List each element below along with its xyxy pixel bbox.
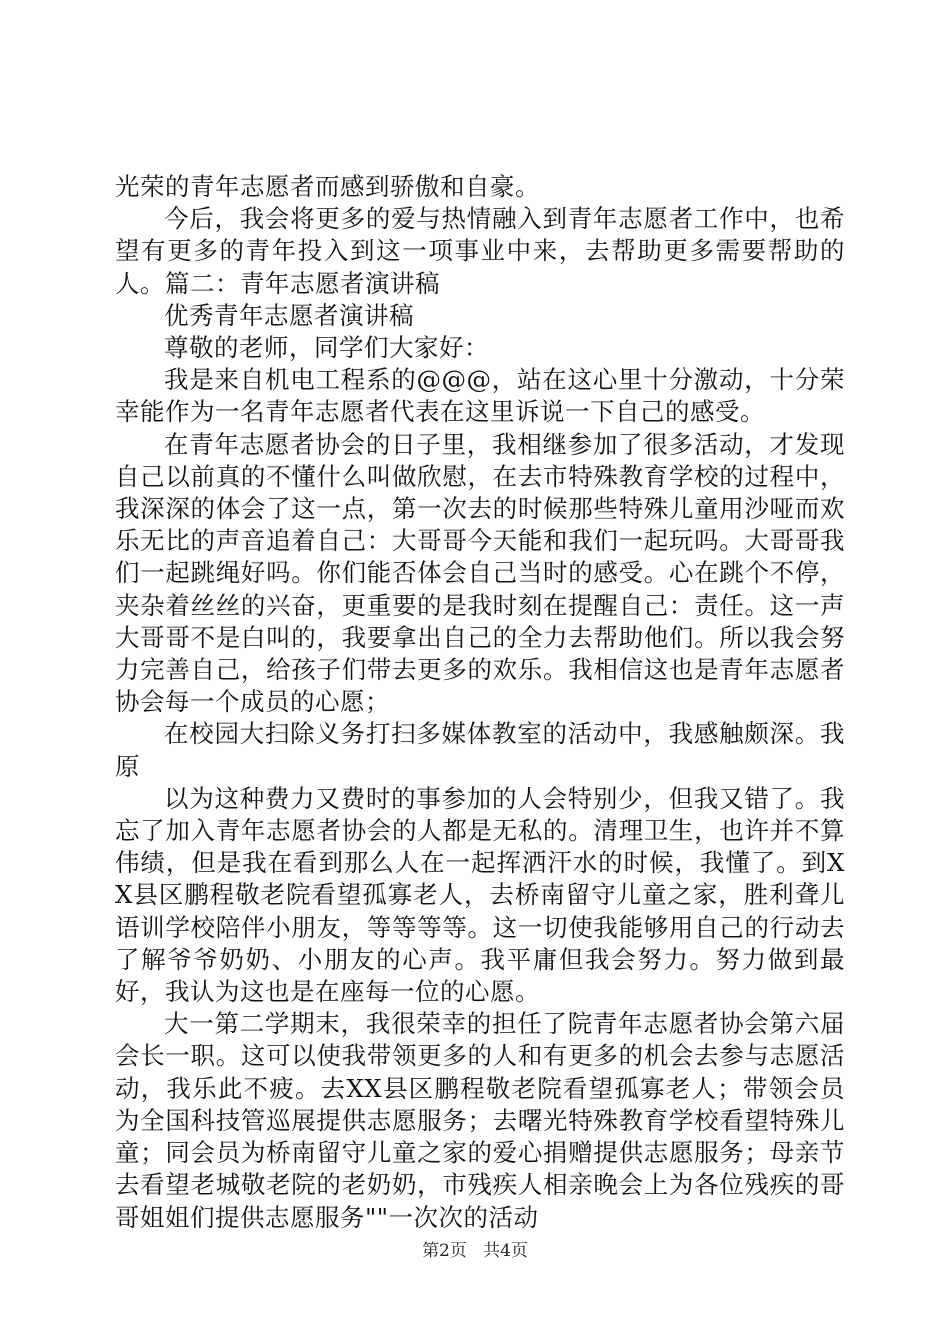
page-total: 共4页	[483, 1241, 528, 1261]
paragraph-8: 以为这种费力又费时的事参加的人会特别少，但我又错了。我忘了加入青年志愿者协会的人都是无私的。清理卫生，也许并不算伟绩，但是我在看到那么人在一起挥洒汗水的时候，我懂了。到XX县区鹏程敬老院看望孤寡老人，去桥南留守儿童之家，胜利聋儿语训学校陪伴小朋友，等等等等。这一切使我能够用自己的行动去了解爷爷奶奶、小朋友的心声。我平庸但我会努力。努力做到最好，我认为这也是在座每一位的心愿。	[115, 783, 845, 1007]
page-footer	[0, 1240, 950, 1262]
paragraph-9: 大一第二学期末，我很荣幸的担任了院青年志愿者协会第六届会长一职。这可以使我带领更多的人和有更多的机会去参与志愿活动，我乐此不疲。去XX县区鹏程敬老院看望孤寡老人；带领会员为全国科技管巡展提供志愿服务；去曙光特殊教育学校看望特殊儿童；同会员为桥南留守儿童之家的爱心捐赠提供志愿服务；母亲节去看望老城敬老院的老奶奶，市残疾人相亲晚会上为各位残疾的哥哥姐姐们提供志愿服务""一次次的活动	[115, 1009, 845, 1232]
paragraph-4-greeting: 尊敬的老师，同学们大家好：	[164, 333, 489, 363]
footer-separator	[472, 1241, 477, 1261]
paragraph-6: 在青年志愿者协会的日子里，我相继参加了很多活动，才发现自己以前真的不懂什么叫做欣慰，在去市特殊教育学校的过程中，我深深的体会了这一点，第一次去的时候那些特殊儿童用沙哑而欢乐无比的声音追着自己：大哥哥今天能和我们一起玩吗。大哥哥我们一起跳绳好吗。你们能否体会自己当时的感受。心在跳个不停，夹杂着丝丝的兴奋，更重要的是我时刻在提醒自己：责任。这一声大哥哥不是白叫的，我要拿出自己的全力去帮助他们。所以我会努力完善自己，给孩子们带去更多的欢乐。我相信这也是青年志愿者协会每一个成员的心愿；	[115, 429, 845, 717]
page-number: 第2页	[422, 1241, 467, 1261]
paragraph-5: 我是来自机电工程系的@@@，站在这心里十分激动，十分荣幸能作为一名青年志愿者代表在这里诉说一下自己的感受。	[115, 365, 845, 427]
paragraph-1: 光荣的青年志愿者而感到骄傲和自豪。	[115, 172, 540, 201]
paragraph-3-title: 优秀青年志愿者演讲稿	[164, 300, 414, 330]
paragraph-2: 今后，我会将更多的爱与热情融入到青年志愿者工作中，也希望有更多的青年投入到这一项事业中来，去帮助更多需要帮助的人。篇二：青年志愿者演讲稿	[115, 204, 845, 298]
document-body	[115, 171, 845, 1234]
paragraph-7: 在校园大扫除义务打扫多媒体教室的活动中，我感触颇深。我原	[115, 719, 845, 781]
